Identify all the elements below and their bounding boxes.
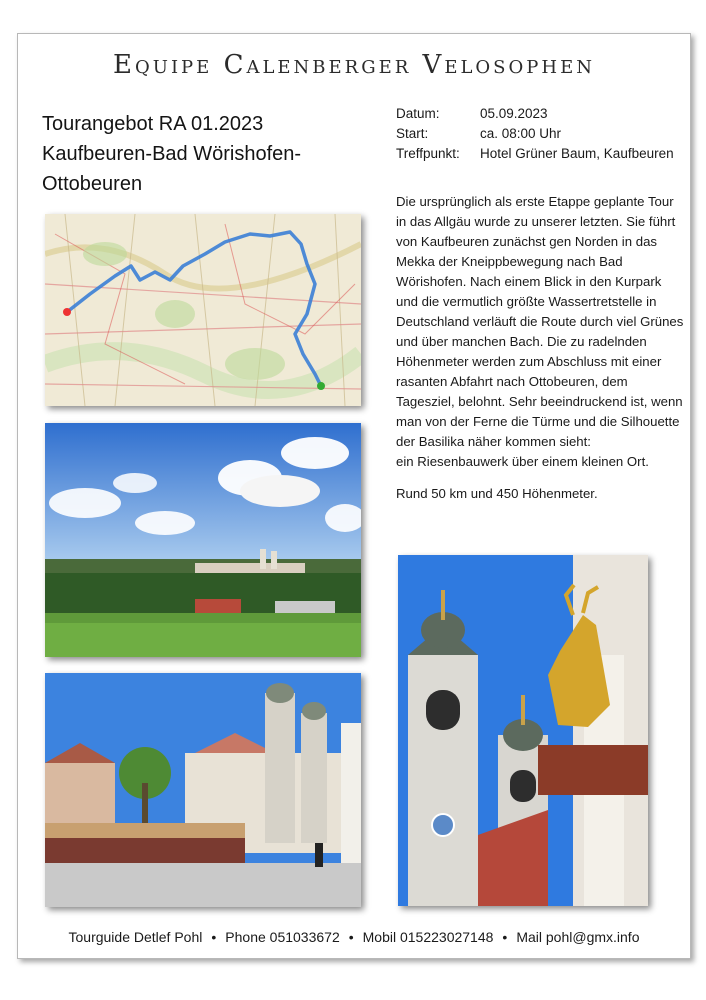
description-text: Die ursprünglich als erste Etappe geplante Tour in das Allgäu wurde zu unserer letzten. Sie führt von Kaufbeuren zunächst gen Norden in das Mekka der Kneippbewegung nach Bad Wörishofen. Nach einem Blick in den Kurpark und die vermutlich größte Wassertretstelle in Deutschland verläuft die Route durch viel Grünes und über manchen Bach. Die zu radelnden Höhenmeter werden zum Abschluss mit einer rasanten Abfahrt nach Ottobeuren, dem Tagesziel, belohnt. Sehr beeindruckend ist, wenn man von der Ferne die Türme und die Silhouette der Basilika näher kommen sieht: bbox=[396, 194, 684, 449]
tour-description bbox=[396, 192, 686, 516]
info-table bbox=[396, 104, 674, 164]
tour-info bbox=[396, 104, 682, 164]
landscape-photo-image bbox=[45, 423, 361, 657]
tour-route-line1: Kaufbeuren-Bad Wörishofen- bbox=[42, 143, 302, 165]
basilica-towers-photo bbox=[398, 555, 648, 906]
info-value: ca. 08:00 Uhr bbox=[480, 126, 562, 141]
info-label: Start: bbox=[396, 126, 429, 141]
club-title: Equipe Calenberger Velosophen bbox=[113, 50, 595, 80]
mobile-number: Mobil 015223027148 bbox=[362, 929, 494, 945]
info-value: Hotel Grüner Baum, Kaufbeuren bbox=[480, 146, 674, 161]
description-text-end: ein Riesenbauwerk über einem kleinen Ort. bbox=[396, 454, 649, 469]
route-map bbox=[45, 214, 361, 406]
town-square-photo-image bbox=[45, 673, 361, 907]
email-address[interactable]: Mail pohl@gmx.info bbox=[516, 929, 640, 945]
info-label: Datum: bbox=[396, 106, 440, 121]
distance-summary: Rund 50 km und 450 Höhenmeter. bbox=[396, 486, 598, 501]
town-square-photo bbox=[45, 673, 361, 907]
info-label: Treffpunkt: bbox=[396, 146, 460, 161]
tourguide-name: Tourguide Detlef Pohl bbox=[68, 929, 203, 945]
landscape-photo bbox=[45, 423, 361, 657]
separator-bullet: • bbox=[502, 929, 508, 945]
phone-number: Phone 051033672 bbox=[225, 929, 340, 945]
info-row-date bbox=[396, 104, 674, 124]
tour-route-line2: Ottobeuren bbox=[42, 173, 143, 195]
separator-bullet: • bbox=[211, 929, 217, 945]
info-row-meeting-point bbox=[396, 144, 674, 164]
tour-code: Tourangebot RA 01.2023 bbox=[42, 113, 264, 135]
info-row-start bbox=[396, 124, 674, 144]
separator-bullet: • bbox=[348, 929, 354, 945]
flyer-page bbox=[17, 33, 691, 959]
info-value: 05.09.2023 bbox=[480, 106, 548, 121]
route-map-image bbox=[45, 214, 361, 406]
basilica-towers-photo-image bbox=[398, 555, 648, 906]
contact-footer bbox=[18, 929, 690, 945]
tour-title bbox=[42, 109, 362, 199]
description-paragraph bbox=[396, 192, 686, 472]
